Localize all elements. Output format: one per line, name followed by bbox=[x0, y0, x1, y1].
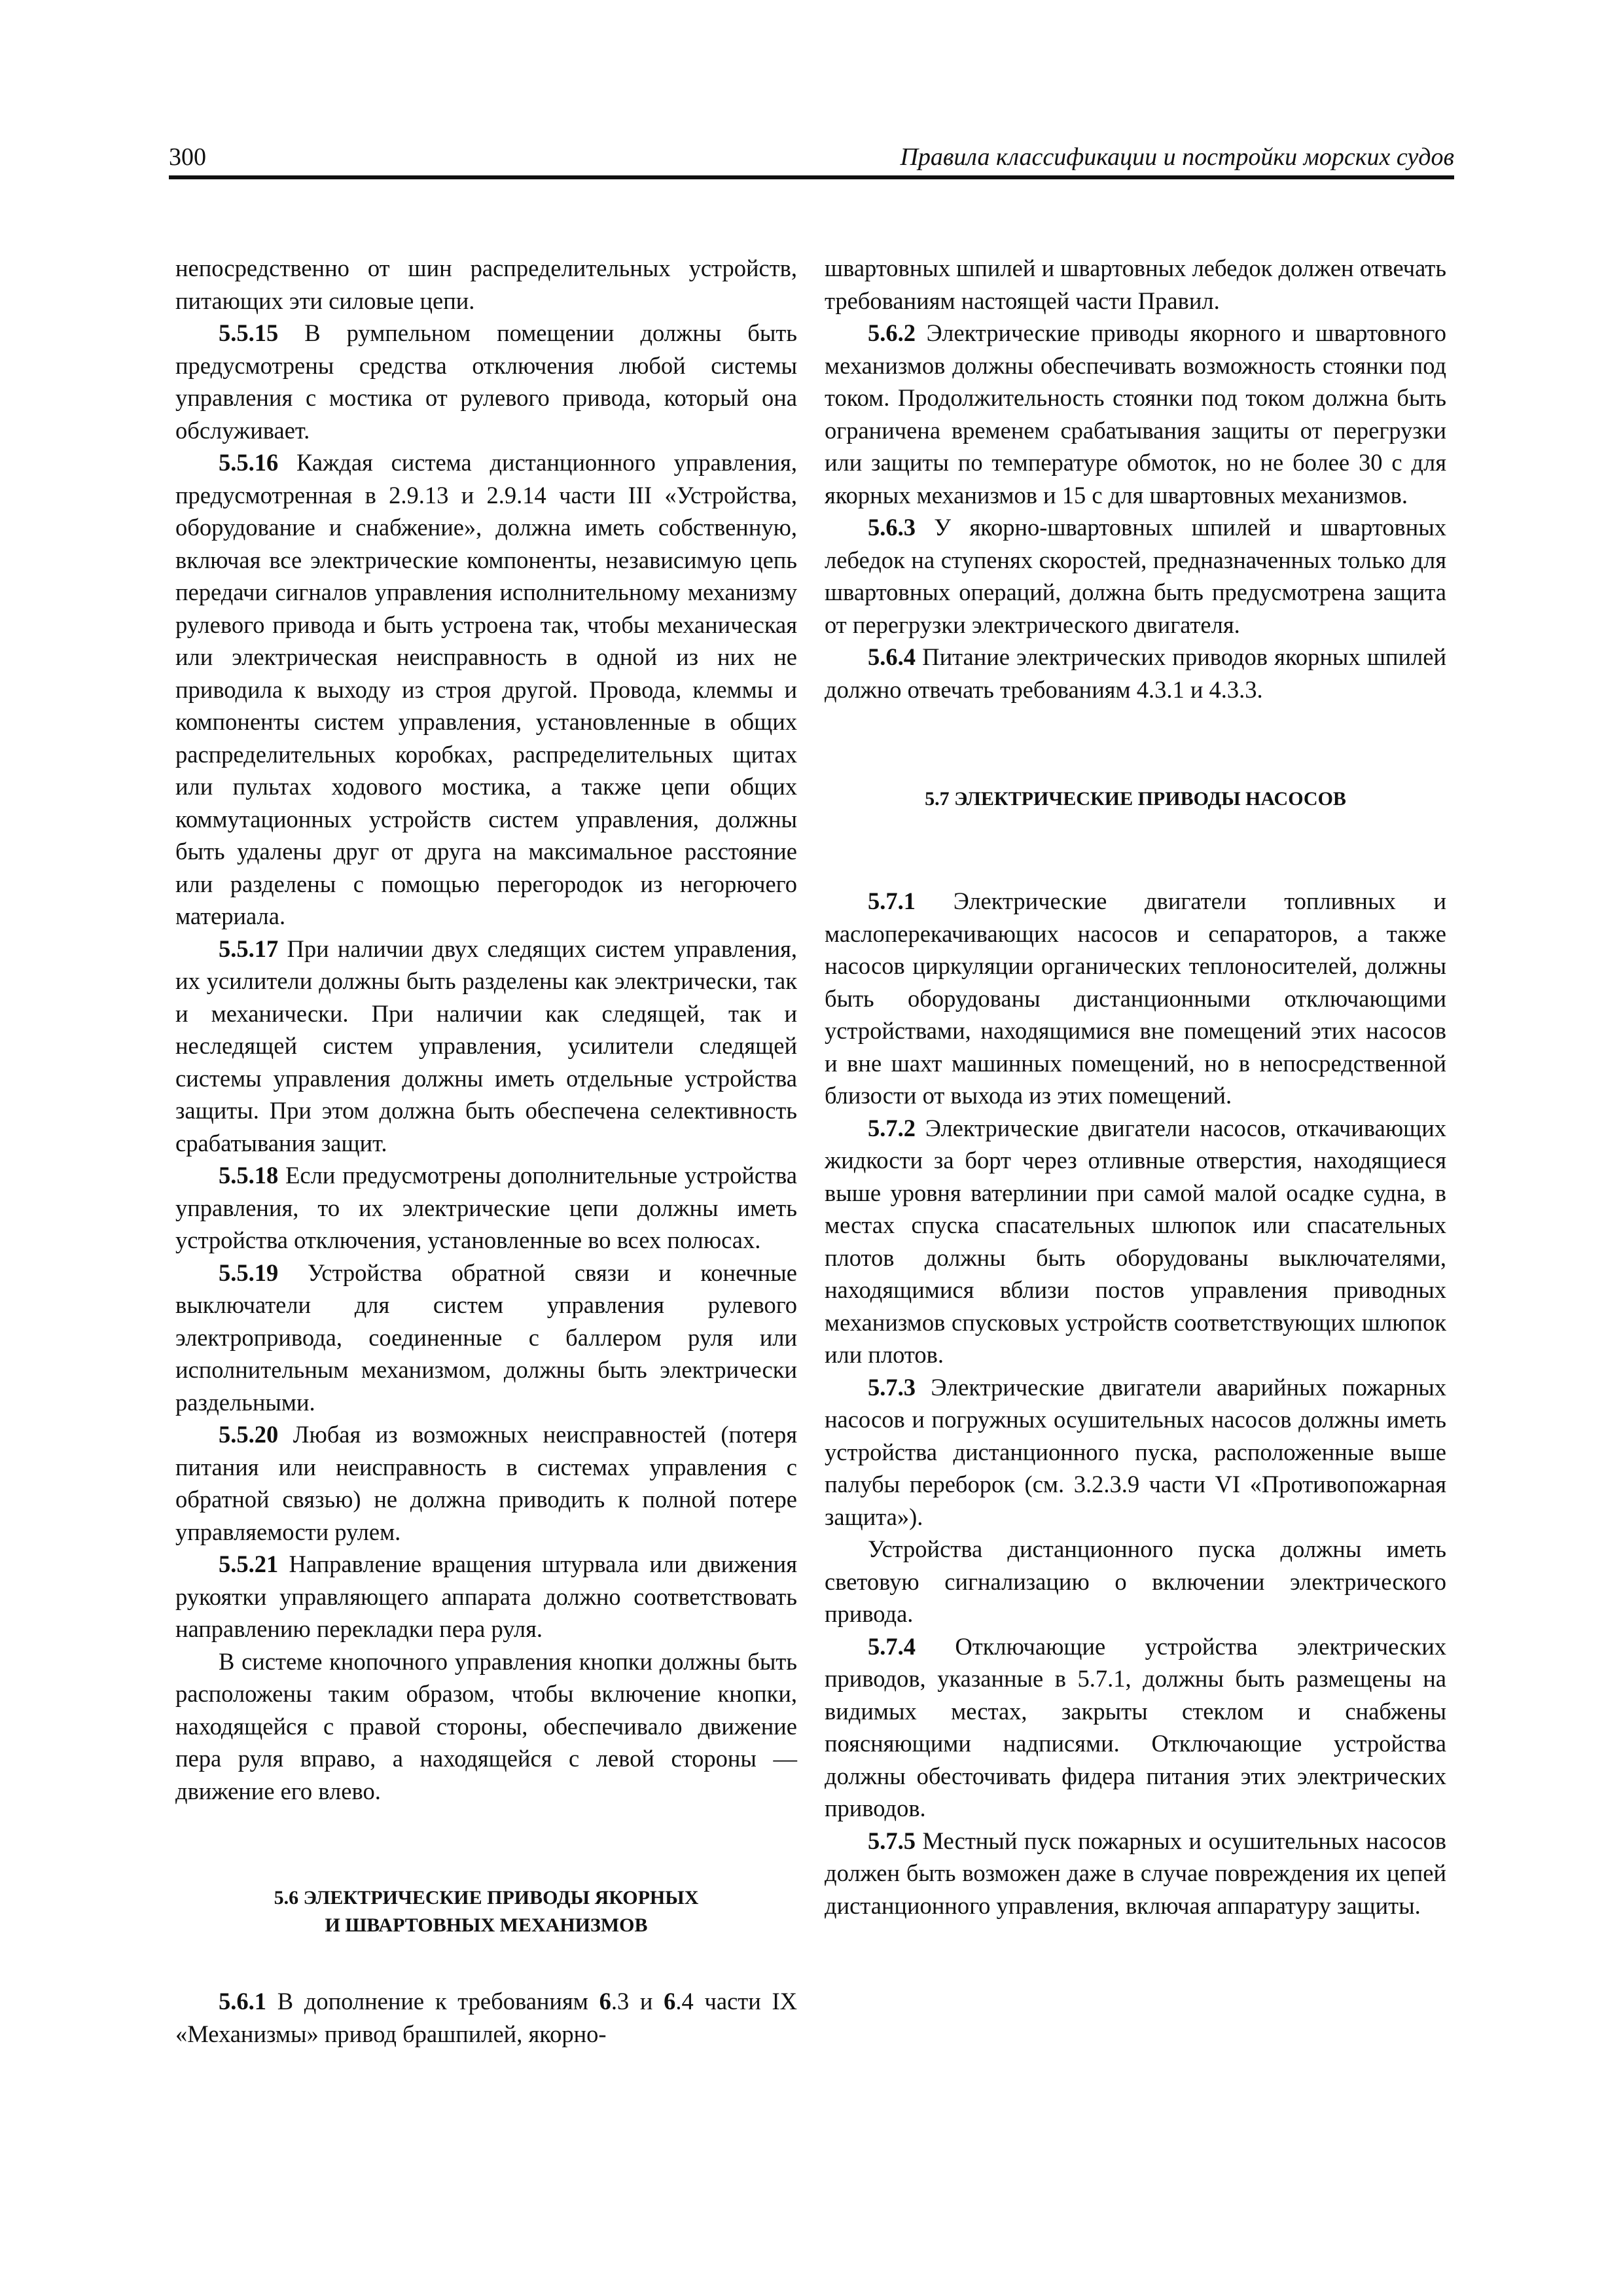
paragraph-text: Электрические двигатели топливных и маслоперекачивающих насосов и сепараторов, а также насосов циркуляции органических теплоносителей, должны быть оборудованы дистанционными отключающими устройствами, находящимися вне помещений этих насосов и вне шахт машинных помещений, но в непосредственной близости от выхода из этих помещений. bbox=[825, 888, 1446, 1109]
header-rule bbox=[169, 175, 1454, 179]
clause-number: 5.5.16 bbox=[219, 449, 279, 476]
clause-number: 5.5.18 bbox=[219, 1162, 279, 1189]
paragraph bbox=[825, 252, 1446, 317]
running-title: Правила классификации и постройки морских судов bbox=[900, 143, 1454, 171]
paragraph-text: Питание электрических приводов якорных шпилей должно отвечать требованиям 4.3.1 и 4.3.3. bbox=[825, 643, 1446, 703]
clause-number: 5.6.4 bbox=[868, 643, 916, 670]
paragraph-text: У якорно-швартовных шпилей и швартовных лебедок на ступенях скоростей, предназначенных только для швартовных операций, должна быть предусмотрена защита от перегрузки электрического двигателя. bbox=[825, 514, 1446, 638]
paragraph-text: Устройства обратной связи и конечные выключатели для систем управления рулевого электропривода, соединенные с баллером руля или исполнительным механизмом, должны быть электрически раздельными. bbox=[175, 1259, 797, 1416]
paragraph-text: При наличии двух следящих систем управления, их усилители должны быть разделены как электрически, так и механически. При наличии как следящей, так и неследящей систем управления, усилители следящей системы управления должны иметь отдельные устройства защиты. При этом должна быть обеспечена селективность срабатывания защит. bbox=[175, 935, 797, 1157]
section-heading-line: 5.6 ЭЛЕКТРИЧЕСКИЕ ПРИВОДЫ ЯКОРНЫХ bbox=[274, 1887, 699, 1909]
paragraph-text: швартовных шпилей и швартовных лебедок должен отвечать требованиям настоящей части Правил. bbox=[825, 255, 1446, 314]
paragraph bbox=[825, 885, 1446, 1112]
clause-number: 5.7.5 bbox=[868, 1827, 916, 1854]
section-heading-line: И ШВАРТОВНЫХ МЕХАНИЗМОВ bbox=[325, 1914, 648, 1936]
clause-number: 5.7.1 bbox=[868, 888, 916, 914]
paragraph-text: Каждая система дистанционного управления, предусмотренная в 2.9.13 и 2.9.14 части III «Устройства, оборудование и снабжение», должна иметь собственную, включая все электрические компоненты, независимую цепь передачи сигналов управления исполнительному механизму рулевого привода и быть устроена так, чтобы механическая или электрическая неисправность в одной из них не приводила к выходу из строя другой. Провода, клеммы и компоненты систем управления, установленные в общих распределительных коробках, распределительных щитах или пультах ходового мостика, а также цепи общих коммутационных устройств систем управления, должны быть удалены друг от друга на максимальное расстояние или разделены с помощью перегородок из негорючего материала. bbox=[175, 449, 797, 929]
paragraph bbox=[175, 252, 797, 317]
section-heading-5-7: 5.7 ЭЛЕКТРИЧЕСКИЕ ПРИВОДЫ НАСОСОВ bbox=[925, 788, 1346, 810]
section-heading-5-6 bbox=[175, 1884, 797, 1939]
paragraph bbox=[825, 641, 1446, 706]
paragraph bbox=[825, 1371, 1446, 1534]
clause-number: 5.7.4 bbox=[868, 1632, 916, 1660]
paragraph bbox=[825, 1112, 1446, 1371]
paragraph-text: .3 и bbox=[611, 1988, 664, 2015]
clause-number: 5.7.3 bbox=[868, 1373, 916, 1401]
paragraph-text: Электрические двигатели аварийных пожарных насосов и погружных осушительных насосов должны иметь устройства дистанционного пуска, расположенные выше палубы переборок (см. 3.2.3.9 части VI «Противопожарная защита»). bbox=[825, 1373, 1446, 1530]
paragraph-text: Если предусмотрены дополнительные устройства управления, то их электрические цепи должны иметь устройства отключения, установленные во всех полюсах. bbox=[175, 1162, 797, 1253]
paragraph bbox=[825, 511, 1446, 641]
paragraph-text: В дополнение к требованиям bbox=[266, 1988, 599, 2015]
clause-number: 5.5.17 bbox=[219, 935, 279, 962]
paragraph bbox=[175, 446, 797, 933]
left-column bbox=[175, 252, 797, 2050]
clause-number: 5.7.2 bbox=[868, 1114, 916, 1141]
clause-number: 5.6.1 bbox=[219, 1988, 266, 2015]
paragraph bbox=[175, 1985, 797, 2050]
paragraph-text: Любая из возможных неисправностей (потеря питания или неисправность в системах управления с обратной связью) не должна приводить к полной потере управляемости рулем. bbox=[175, 1421, 797, 1545]
paragraph bbox=[175, 1548, 797, 1645]
paragraph bbox=[175, 1645, 797, 1808]
paragraph-text: Отключающие устройства электрических приводов, указанные в 5.7.1, должны быть размещены на видимых местах, закрыты стеклом и снабжены поясняющими надписями. Отключающие устройства должны обесточивать фидера питания этих электрических приводов. bbox=[825, 1632, 1446, 1821]
paragraph bbox=[175, 1159, 797, 1257]
page-number: 300 bbox=[169, 143, 206, 171]
paragraph bbox=[175, 1418, 797, 1548]
reference-bold: 6 bbox=[599, 1988, 611, 2015]
clause-number: 5.5.21 bbox=[219, 1551, 279, 1577]
paragraph-text: В румпельном помещении должны быть предусмотрены средства отключения любой системы управления с мостика от рулевого привода, который она обслуживает. bbox=[175, 319, 797, 444]
paragraph bbox=[825, 317, 1446, 511]
clause-number: 5.6.3 bbox=[868, 514, 916, 541]
paragraph bbox=[825, 1533, 1446, 1630]
paragraph bbox=[175, 933, 797, 1160]
paragraph bbox=[825, 1825, 1446, 1922]
right-column bbox=[825, 252, 1446, 1922]
reference-bold: 6 bbox=[664, 1988, 676, 2015]
paragraph-text: Местный пуск пожарных и осушительных насосов должен быть возможен даже в случае повреждения их цепей дистанционного управления, включая аппаратуру защиты. bbox=[825, 1827, 1446, 1919]
clause-number: 5.5.20 bbox=[219, 1421, 279, 1448]
paragraph-text: Электрические приводы якорного и швартовного механизмов должны обеспечивать возможность стоянки под током. Продолжительность стоянки под током должна быть ограничена временем срабатывания защиты от перегрузки или защиты по температуре обмоток, но не более 30 с для якорных механизмов и 15 с для швартовных механизмов. bbox=[825, 319, 1446, 509]
paragraph-text: Устройства дистанционного пуска должны иметь световую сигнализацию о включении электрического привода. bbox=[825, 1535, 1446, 1627]
paragraph bbox=[825, 1630, 1446, 1825]
clause-number: 5.6.2 bbox=[868, 319, 916, 346]
paragraph bbox=[175, 317, 797, 446]
paragraph-text: Электрические двигатели насосов, откачивающих жидкости за борт через отливные отверстия, находящиеся выше уровня ватерлинии при самой малой осадке судна, в местах спуска спасательных шлюпок или спасательных плотов должны быть оборудованы выключателями, находящимися вблизи постов управления приводных механизмов спусковых устройств соответствующих шлюпок или плотов. bbox=[825, 1114, 1446, 1368]
clause-number: 5.5.15 bbox=[219, 319, 279, 346]
paragraph-text: В системе кнопочного управления кнопки должны быть расположены таким образом, чтобы включение кнопки, находящейся с правой стороны, обеспечивало движение пера руля вправо, а находящейся с левой стороны — движение его влево. bbox=[175, 1647, 797, 1804]
paragraph-text: Направление вращения штурвала или движения рукоятки управляющего аппарата должно соответствовать направлению перекладки пера руля. bbox=[175, 1551, 797, 1642]
paragraph-text: .4 части IX «Механизмы» привод брашпилей, якорно- bbox=[175, 1988, 797, 2047]
clause-number: 5.5.19 bbox=[219, 1259, 279, 1286]
paragraph-text: непосредственно от шин распределительных устройств, питающих эти силовые цепи. bbox=[175, 255, 797, 314]
paragraph bbox=[175, 1257, 797, 1419]
